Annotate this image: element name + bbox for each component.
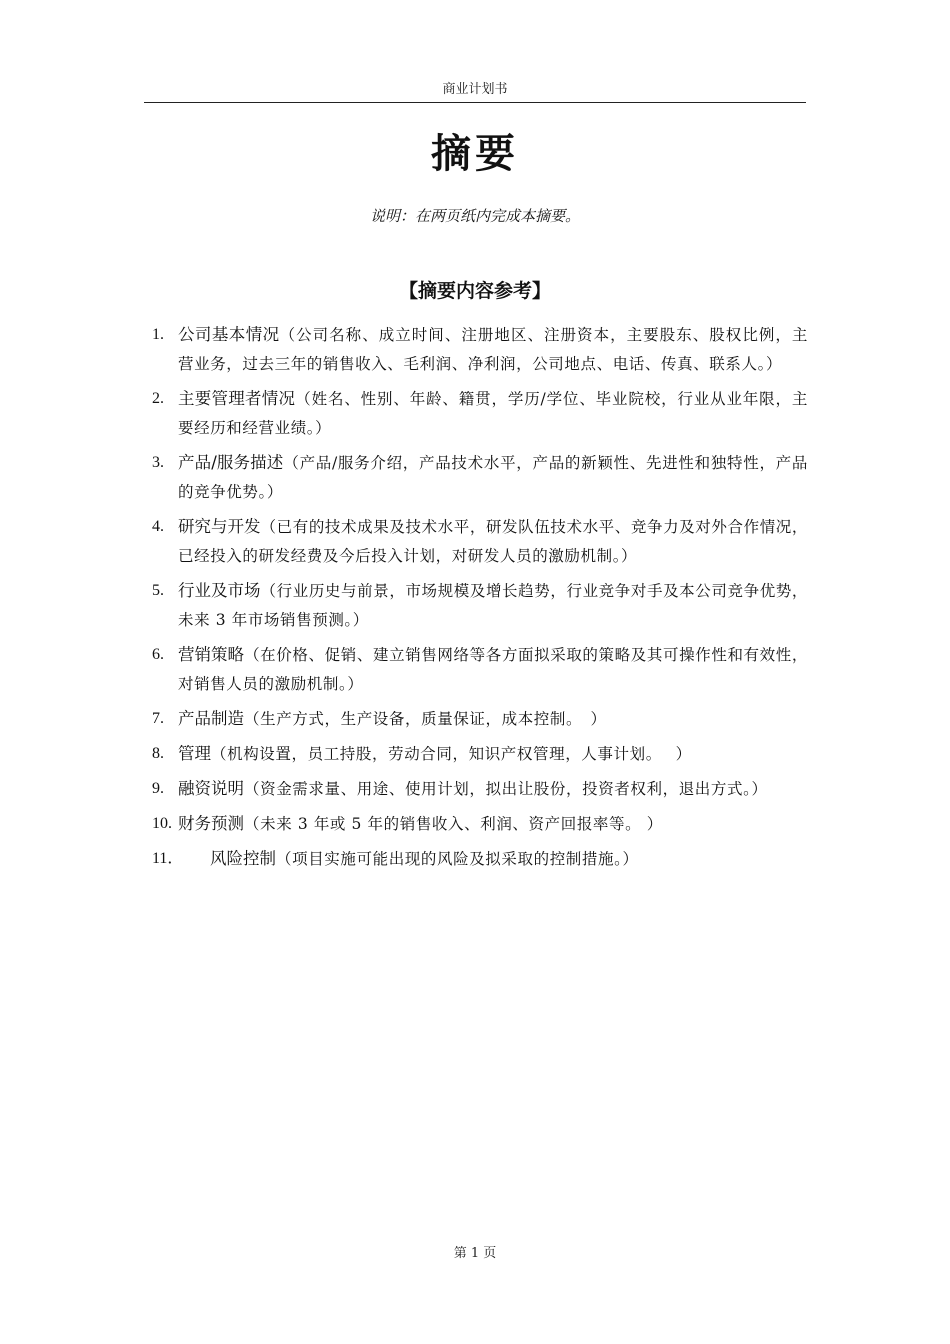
item-number: 4.: [152, 518, 164, 535]
item-description: （公司名称、成立时间、注册地区、注册资本，主要股东、股权比例，主营业务，过去三年的销售收入、毛利润、净利润，公司地点、电话、传真、联系人。）: [178, 326, 808, 373]
item-heading: 产品制造: [178, 709, 244, 728]
item-description: （机构设置，员工持股，劳动合同，知识产权管理，人事计划。 ）: [211, 745, 692, 763]
item-heading: 公司基本情况: [178, 325, 280, 344]
list-item: [152, 774, 808, 804]
item-heading: 营销策略: [178, 645, 245, 664]
section-title: 【摘要内容参考】: [398, 280, 551, 302]
item-description: （产品/服务介绍，产品技术水平，产品的新颖性、先进性和独特性，产品的竞争优势。）: [178, 454, 808, 501]
list-item: [152, 320, 808, 379]
list-item: [152, 512, 808, 571]
list-item: [152, 704, 808, 734]
item-heading: 管理: [178, 744, 211, 763]
page-title: 摘要: [431, 131, 519, 177]
item-number: 11．: [152, 850, 184, 867]
item-description: （行业历史与前景，市场规模及增长趋势，行业竞争对手及本公司竞争优势，未来 3 年市场销售预测。）: [178, 582, 808, 629]
item-heading: 行业及市场: [178, 581, 261, 600]
list-item: [152, 809, 808, 839]
item-heading: 风险控制: [210, 849, 276, 868]
list-item: [152, 739, 808, 769]
list-item: [152, 576, 808, 635]
item-description: （已有的技术成果及技术水平，研发队伍技术水平、竞争力及对外合作情况，已经投入的研发经费及今后投入计划，对研发人员的激励机制。）: [178, 518, 808, 565]
summary-reference-list: [152, 320, 808, 879]
item-description: （生产方式，生产设备，质量保证，成本控制。 ）: [244, 710, 607, 728]
item-heading: 财务预测: [178, 814, 244, 833]
page-header: 商业计划书: [144, 80, 806, 103]
item-description: （资金需求量、用途、使用计划，拟出让股份，投资者权利，退出方式。）: [244, 780, 768, 798]
item-number: 9.: [152, 780, 164, 797]
list-item: [152, 448, 808, 507]
item-number: 3.: [152, 454, 164, 471]
instruction-note: 说明：在两页纸内完成本摘要。: [369, 207, 580, 225]
item-description: （姓名、性别、年龄、籍贯，学历/学位、毕业院校，行业从业年限，主要经历和经营业绩。）: [178, 390, 808, 437]
item-number: 7.: [152, 710, 164, 727]
item-description: （未来 3 年或 5 年的销售收入、利润、资产回报率等。 ）: [244, 815, 663, 833]
item-number: 8.: [152, 745, 164, 762]
list-item: [152, 844, 808, 874]
list-item: [152, 384, 808, 443]
item-description: （项目实施可能出现的风险及拟采取的控制措施。）: [276, 850, 639, 868]
item-heading: 融资说明: [178, 779, 244, 798]
item-number: 6.: [152, 646, 164, 663]
page-number: 第 1 页: [453, 1246, 497, 1261]
list-item: [152, 640, 808, 699]
item-number: 1.: [152, 326, 164, 343]
item-number: 2.: [152, 390, 164, 407]
item-number: 10.: [152, 815, 172, 832]
item-description: （在价格、促销、建立销售网络等各方面拟采取的策略及其可操作性和有效性，对销售人员的激励机制。）: [178, 646, 808, 693]
item-number: 5.: [152, 582, 164, 599]
item-heading: 产品/服务描述: [178, 453, 284, 472]
item-heading: 主要管理者情况: [178, 389, 296, 408]
item-heading: 研究与开发: [178, 517, 261, 536]
